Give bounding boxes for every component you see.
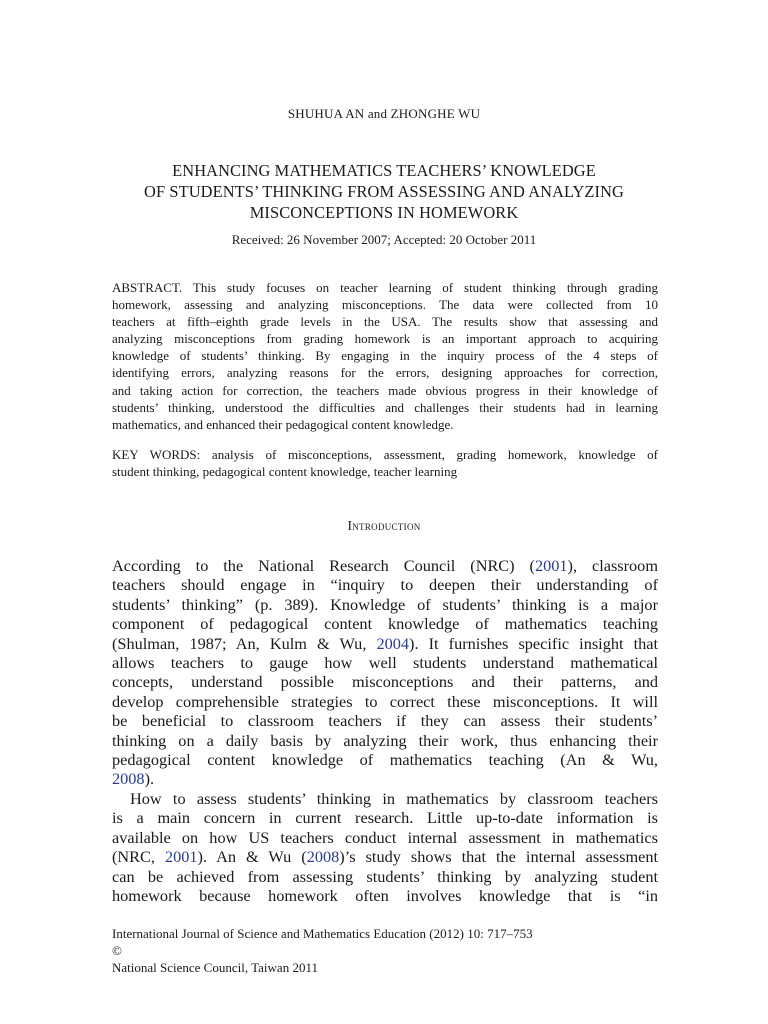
page-footer (112, 925, 658, 976)
body-line (112, 847, 658, 866)
body-line: available on how US teachers conduct internal assessment in mathematics (112, 827, 658, 847)
body-line: students’ thinking” (p. 389). Knowledge of students’ thinking is a major (112, 594, 658, 614)
abstract-line: and taking action for correction, the teachers made obvious progress in their knowledge of (112, 382, 658, 398)
body-line (112, 769, 658, 788)
keywords-line: student thinking, pedagogical content knowledge, teacher learning (112, 464, 458, 480)
body-text-segment: ), classroom (567, 556, 658, 575)
body-line: component of pedagogical content knowledge of mathematics teaching (112, 614, 658, 634)
citation-link[interactable]: 2008 (306, 847, 340, 867)
title-line: OF STUDENTS’ THINKING FROM ASSESSING AND ANALYZING (144, 182, 624, 201)
body-line: pedagogical content knowledge of mathematics teaching (An & Wu, (112, 750, 658, 770)
article-title (100, 160, 668, 223)
abstract-line: knowledge of students’ thinking. By engaging in the inquiry process of the 4 steps of (112, 348, 658, 364)
citation-link[interactable]: 2004 (376, 633, 410, 653)
citation-link[interactable]: 2008 (112, 769, 145, 789)
section-heading-introduction: Introduction (347, 518, 421, 533)
abstract-line: teachers at fifth–eighth grade levels in the USA. The results show that assessing and (112, 314, 658, 330)
keywords-line: KEY WORDS: analysis of misconceptions, assessment, grading homework, knowledge of (112, 447, 658, 462)
citation-link[interactable]: 2001 (164, 847, 198, 867)
citation-link[interactable]: 2001 (534, 556, 568, 575)
title-line: MISCONCEPTIONS IN HOMEWORK (249, 203, 519, 222)
article-authors: SHUHUA AN and ZHONGHE WU (287, 106, 481, 121)
body-line: homework because homework often involves knowledge that is “in (112, 885, 658, 905)
copyright-symbol: © (112, 943, 122, 958)
body-text-segment: According to the National Research Council (NRC) ( (112, 556, 535, 575)
copyright-line (112, 942, 658, 976)
body-text-segment: ). It furnishes specific insight that (409, 633, 659, 653)
body-line: allows teachers to gauge how well students understand mathematical (112, 653, 658, 673)
body-text-segment: ). An & Wu ( (197, 847, 307, 867)
abstract-line: analyzing misconceptions from grading homework is an important approach to acquiring (112, 331, 658, 347)
journal-citation: International Journal of Science and Mathematics Education (2012) 10: 717–753 (112, 926, 533, 941)
body-line: teachers should engage in “inquiry to deepen their understanding of (112, 575, 658, 595)
body-line: develop comprehensible strategies to correct these misconceptions. It will (112, 691, 658, 711)
body-text-segment: (Shulman, 1987; An, Kulm & Wu, (112, 633, 377, 653)
body-line: concepts, understand possible misconceptions and their patterns, and (112, 672, 658, 692)
body-line (112, 556, 658, 575)
introduction-body (112, 556, 658, 905)
abstract-line: students’ thinking, understood the difficulties and challenges their students had in learning (112, 399, 658, 415)
abstract-line: homework, assessing and analyzing misconceptions. The data were collected from 10 (112, 297, 658, 313)
body-line: is a main concern in current research. Little up-to-date information is (112, 808, 658, 828)
body-line: be beneficial to classroom teachers if they can assess their students’ (112, 711, 658, 731)
body-text-segment: (NRC, (112, 847, 165, 867)
body-text-segment: ). (144, 769, 155, 789)
abstract-line: ABSTRACT. This study focuses on teacher learning of student thinking through grading (112, 280, 658, 295)
title-line: ENHANCING MATHEMATICS TEACHERS’ KNOWLEDGE (172, 161, 596, 180)
body-text-segment: )’s study shows that the internal assessment (339, 847, 659, 867)
abstract-line: identifying errors, analyzing reasons for the errors, designing approaches for correction, (112, 365, 658, 381)
body-line (112, 634, 658, 653)
copyright-holder: National Science Council, Taiwan 2011 (112, 960, 318, 975)
received-accepted-dates: Received: 26 November 2007; Accepted: 20 October 2011 (231, 232, 537, 247)
abstract (112, 279, 658, 433)
abstract-line: mathematics, and enhanced their pedagogical content knowledge. (112, 416, 454, 432)
body-line: How to assess students’ thinking in mathematics by classroom teachers (130, 788, 658, 808)
body-line: can be achieved from assessing students’ thinking by analyzing student (112, 866, 658, 886)
body-line: thinking on a daily basis by analyzing their work, thus enhancing their (112, 730, 658, 750)
key-words (112, 446, 658, 480)
